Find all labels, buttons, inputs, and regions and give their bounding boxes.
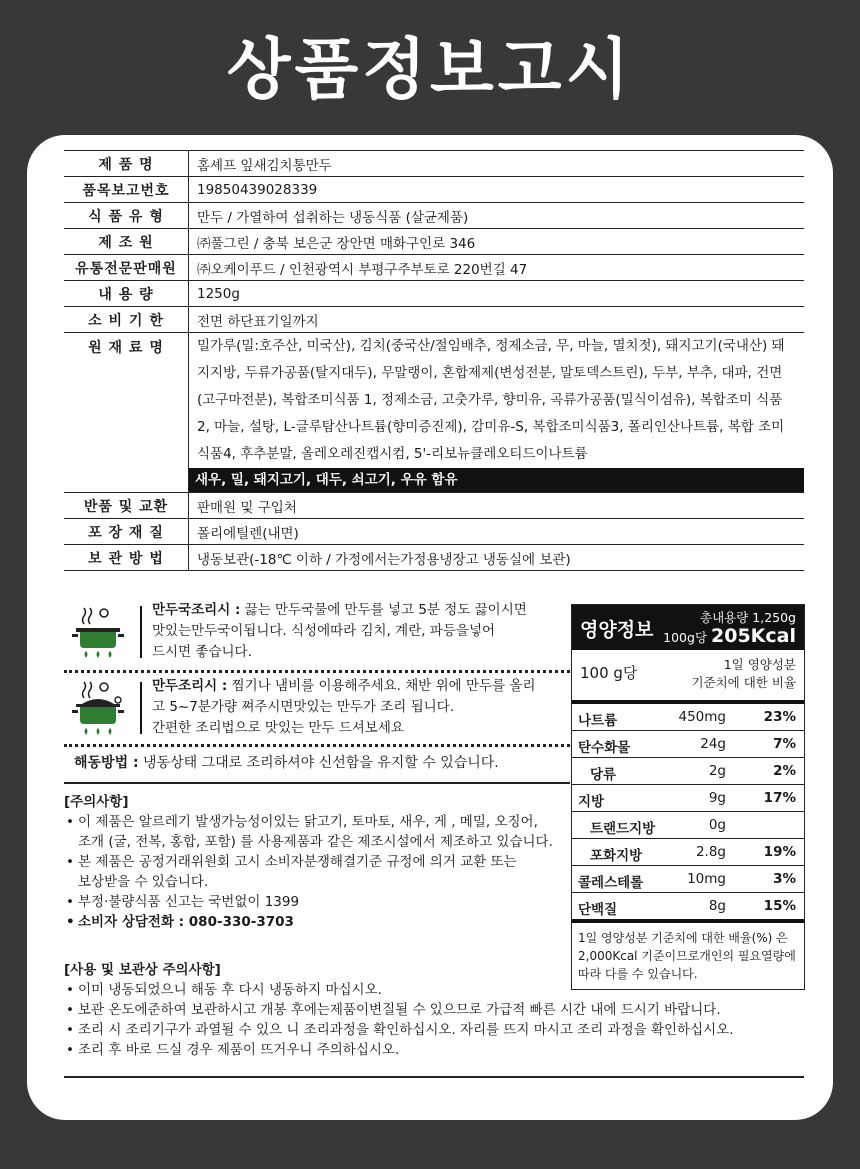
row-value: ㈜오케이푸드 / 인천광역시 부평구주부토로 220번길 47 — [189, 255, 805, 281]
info-row — [64, 177, 804, 203]
storage-heading: [사용 및 보관상 주의사항] — [64, 962, 221, 978]
ingredients-list — [189, 333, 805, 493]
serving-basis: 100 g당 — [580, 664, 638, 682]
storage-item: • 이미 냉동되었으니 해동 후 다시 냉동하지 마십시오. — [64, 980, 804, 1000]
info-row — [64, 307, 804, 333]
storage-item: • 조리 후 바로 드실 경우 제품이 뜨거우니 주의하십시오. — [64, 1040, 804, 1060]
nutrition-header — [572, 605, 804, 650]
soup-cooking-instructions — [64, 600, 570, 666]
nutrient-amount: 0g — [708, 817, 726, 833]
nutrient-name: 당류 — [590, 767, 617, 783]
nutrient-percent: 7% — [773, 736, 796, 752]
nutrient-row — [572, 812, 804, 839]
row-value: 19850439028339 — [189, 177, 805, 203]
nutrient-percent: 19% — [763, 844, 796, 860]
divider — [140, 606, 142, 658]
total-content: 총내용량 1,250g — [700, 610, 796, 625]
nutrient-name: 트랜드지방 — [590, 821, 656, 837]
cooking-line: 드시면 좋습니다. — [152, 644, 252, 660]
row-value: 전면 하단표기일까지 — [189, 307, 805, 333]
allergy-notice: 새우, 밀, 돼지고기, 대두, 쇠고기, 우유 함유 — [189, 468, 804, 492]
row-label: 식 품 유 형 — [64, 203, 189, 229]
info-row — [64, 151, 804, 177]
ingredient-line: 지지방, 두류가공품(탈지대두), 무말랭이, 혼합제제(변성전분, 말토덱스트린), 두부, 부추, 대파, 건면 — [197, 365, 783, 381]
steamer-pot-icon — [70, 680, 126, 736]
caution-item: • 본 제품은 공정거래위원회 고시 소비자분쟁해결기준 규정에 의거 교환 또는 보상받을 수 있습니다. — [64, 852, 570, 892]
cooking-title: 만두국조리시 : — [152, 602, 241, 618]
info-row — [64, 519, 804, 545]
nutrient-percent: 15% — [763, 898, 796, 914]
storage-item: • 조리 시 조리기구가 과열될 수 있으 니 조리과정을 확인하십시오. 자리를 뜨지 마시고 조리 과정을 확인하십시오. — [64, 1020, 804, 1040]
nutrition-subheader — [572, 650, 804, 704]
row-label: 품목보고번호 — [64, 177, 189, 203]
page-title: 상품정보고시 — [226, 31, 634, 108]
nutrient-amount: 10mg — [687, 871, 726, 887]
row-value: 홈셰프 잎새김치통만두 — [189, 151, 805, 177]
thaw-method — [64, 752, 570, 774]
nutrient-amount: 24g — [700, 736, 726, 752]
nutrient-percent: 23% — [763, 709, 796, 725]
nutrient-name: 콜레스테롤 — [578, 875, 644, 891]
nutrition-title: 영양정보 — [580, 619, 654, 641]
nutrient-amount: 2g — [708, 763, 726, 779]
ingredient-line: 식품4, 후추분말, 올레오레진캡시컴, 5'-리보뉴클레오티드이나트륨 — [197, 446, 588, 462]
nutrition-rows — [572, 704, 804, 923]
nutrient-name: 포화지방 — [590, 848, 643, 864]
nutrition-footnote: 1일 영양성분 기준치에 대한 배율(%) 은 2,000Kcal 기준이므로개인의 필요열량에 따라 다를 수 있습니다. — [578, 931, 796, 981]
caution-section — [64, 792, 570, 932]
cooking-title: 만두조리시 : — [152, 678, 228, 694]
divider — [64, 782, 570, 784]
ingredient-line: 밀가루(밀:호주산, 미국산), 김치(중국산/절임배추, 정제소금, 무, 마늘, 멸치젓), 돼지고기(국내산) 돼 — [197, 338, 785, 354]
ingredients-row — [64, 333, 804, 493]
nutrient-amount: 9g — [708, 790, 726, 806]
nutrient-name: 지방 — [578, 794, 605, 810]
nutrition-facts — [571, 604, 805, 990]
info-row — [64, 255, 804, 281]
nutrient-percent: 2% — [773, 763, 796, 779]
row-value: ㈜풀그린 / 충북 보은군 장안면 매화구인로 346 — [189, 229, 805, 255]
dotted-divider — [64, 670, 570, 673]
caution-heading: [주의사항] — [64, 794, 129, 810]
caution-continuation: 조개 (굴, 전복, 홍합, 포함) 를 사용제품과 같은 제조시설에서 제조하고 있습니다. — [78, 834, 553, 850]
row-label: 내 용 량 — [64, 281, 189, 307]
nutrient-percent: 17% — [763, 790, 796, 806]
row-label: 제 품 명 — [64, 151, 189, 177]
divider — [140, 682, 142, 734]
row-value: 1250g — [189, 281, 805, 307]
nutrient-name: 나트륨 — [578, 713, 618, 729]
row-label: 제 조 원 — [64, 229, 189, 255]
nutrient-amount: 2.8g — [695, 844, 726, 860]
cooking-text — [152, 600, 570, 663]
nutrient-amount: 450mg — [678, 709, 726, 725]
ingredient-line: 2, 마늘, 설탕, L-글루탐산나트륨(향미증진제), 감미유-S, 복합조미식품3, 폴리인산나트륨, 복합 조미 — [197, 419, 785, 435]
info-row — [64, 545, 804, 571]
caution-continuation: 보상받을 수 있습니다. — [78, 874, 209, 890]
thaw-text: 냉동상태 그대로 조리하셔야 신선함을 유지할 수 있습니다. — [143, 755, 499, 771]
nutrient-amount: 8g — [708, 898, 726, 914]
nutrient-row — [572, 785, 804, 812]
info-row — [64, 493, 804, 519]
nutrient-name: 탄수화물 — [578, 740, 631, 756]
cooking-line: 끓는 만두국물에 만두를 넣고 5분 정도 끓이시면 — [244, 602, 527, 618]
nutrient-row — [572, 731, 804, 758]
caution-list — [64, 812, 570, 932]
caution-item: • 이 제품은 알르레기 발생가능성이있는 닭고기, 토마토, 새우, 게 , 메밀, 오징어, 조개 (굴, 전복, 홍합, 포함) 를 사용제품과 같은 제조시설에서 제조하고 있습니다. — [64, 812, 570, 852]
info-row — [64, 281, 804, 307]
thaw-title: 해동방법 : — [74, 755, 139, 771]
nutrient-row — [572, 839, 804, 866]
nutrient-row — [572, 893, 804, 923]
nutrient-percent: 3% — [773, 871, 796, 887]
steam-cooking-instructions — [64, 676, 570, 742]
nutrient-name: 단백질 — [578, 902, 618, 918]
nutrient-row — [572, 758, 804, 785]
product-info-table — [64, 150, 804, 571]
row-value: 냉동보관(-18℃ 이하 / 가정에서는가정용냉장고 냉동실에 보관) — [189, 545, 805, 571]
dotted-divider — [64, 744, 570, 747]
row-value: 만두 / 가열하여 섭취하는 냉동식품 (살균제품) — [189, 203, 805, 229]
bottom-divider — [64, 1076, 804, 1078]
row-label: 포 장 재 질 — [64, 519, 189, 545]
storage-item: • 보관 온도에준하여 보관하시고 개봉 후에는제품이변질될 수 있으므로 가급적 빠른 시간 내에 드시기 바랍니다. — [64, 1000, 804, 1020]
row-label: 소 비 기 한 — [64, 307, 189, 333]
calories: 100g당 205Kcal — [663, 625, 796, 647]
cooking-text — [152, 676, 570, 739]
row-label: 반품 및 교환 — [64, 493, 189, 519]
nutrient-row — [572, 866, 804, 893]
cooking-line: 찜기나 냄비를 이용해주세요. 채반 위에 만두를 올리 — [231, 678, 536, 694]
info-row — [64, 203, 804, 229]
row-value: 폴리에틸렌(내면) — [189, 519, 805, 545]
nutrient-row — [572, 704, 804, 731]
storage-list — [64, 980, 804, 1060]
cooking-line: 맛있는만두국이됩니다. 식성에따라 김치, 계란, 파등을넣어 — [152, 623, 496, 639]
row-value: 판매원 및 구입처 — [189, 493, 805, 519]
cooking-line: 간편한 조리법으로 맛있는 만두 드셔보세요 — [152, 720, 404, 736]
ingredient-line: (고구마전분), 복합조미식품 1, 정제소금, 고춧가루, 향미유, 곡류가공품(밀식이섬유), 복합조미 식품 — [197, 392, 783, 408]
caution-item: • 소비자 상담전화 : 080-330-3703 — [64, 912, 570, 932]
boiling-pot-icon — [70, 604, 126, 660]
row-label: 원 재 료 명 — [64, 333, 189, 493]
cooking-line: 고 5~7분가량 쪄주시면맛있는 만두가 조리 됩니다. — [152, 699, 455, 715]
row-label: 보 관 방 법 — [64, 545, 189, 571]
daily-value-caption: 1일 영양성분 기준치에 대한 비율 — [691, 657, 796, 690]
caution-item: • 부정·불량식품 신고는 국번없이 1399 — [64, 892, 570, 912]
row-label: 유통전문판매원 — [64, 255, 189, 281]
info-row — [64, 229, 804, 255]
